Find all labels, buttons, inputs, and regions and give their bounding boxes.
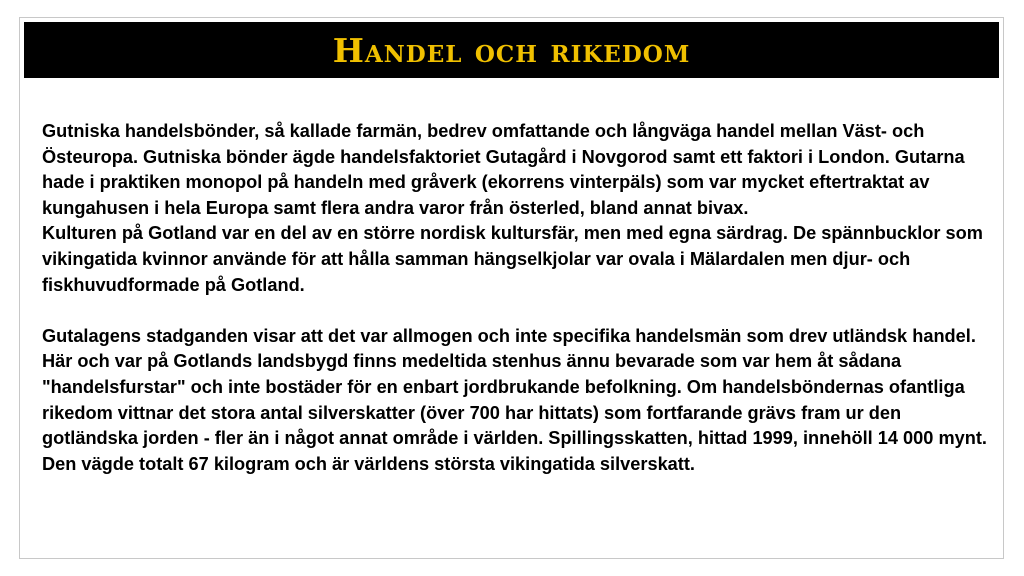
slide-body bbox=[42, 119, 997, 477]
slide-title: Handel och rikedom bbox=[332, 30, 691, 70]
title-bar bbox=[24, 22, 999, 78]
paragraph-culture: Kulturen på Gotland var en del av en större nordisk kultursfär, men med egna särdrag. De spännbucklor som vikingatida kvinnor använde för att hålla samman hängselkjolar var ovala i Mälardalen men djur- och fiskhuvudformade på Gotland. bbox=[42, 223, 983, 295]
paragraph-trade: Gutniska handelsbönder, så kallade farmän, bedrev omfattande och långväga handel mellan Väst- och Östeuropa. Gutniska bönder ägde handelsfaktoriet Gutagård i Novgorod samt ett faktori i London. Gutarna hade i praktiken monopol på handeln med gråverk (ekorrens vinterpäls) som var mycket eftertraktat av kungahusen i hela Europa samt flera andra varor från österled, bland annat bivax. bbox=[42, 121, 965, 218]
paragraph-wealth: Gutalagens stadganden visar att det var allmogen och inte specifika handelsmän som drev utländsk handel. Här och var på Gotlands landsbygd finns medeltida stenhus ännu bevarade som var hem åt sådana "handelsfurstar" och inte bostäder för en enbart jordbrukande befolkning. Om handelsböndernas ofantliga rikedom vittnar det stora antal silverskatter (över 700 har hittats) som fortfarande grävs fram ur den gotländska jorden - fler än i något annat område i världen. Spillingsskatten, hittad 1999, innehöll 14 000 mynt. Den vägde totalt 67 kilogram och är världens största vikingatida silverskatt. bbox=[42, 325, 987, 474]
paragraph-spacer bbox=[42, 298, 997, 324]
slide bbox=[19, 17, 1004, 559]
